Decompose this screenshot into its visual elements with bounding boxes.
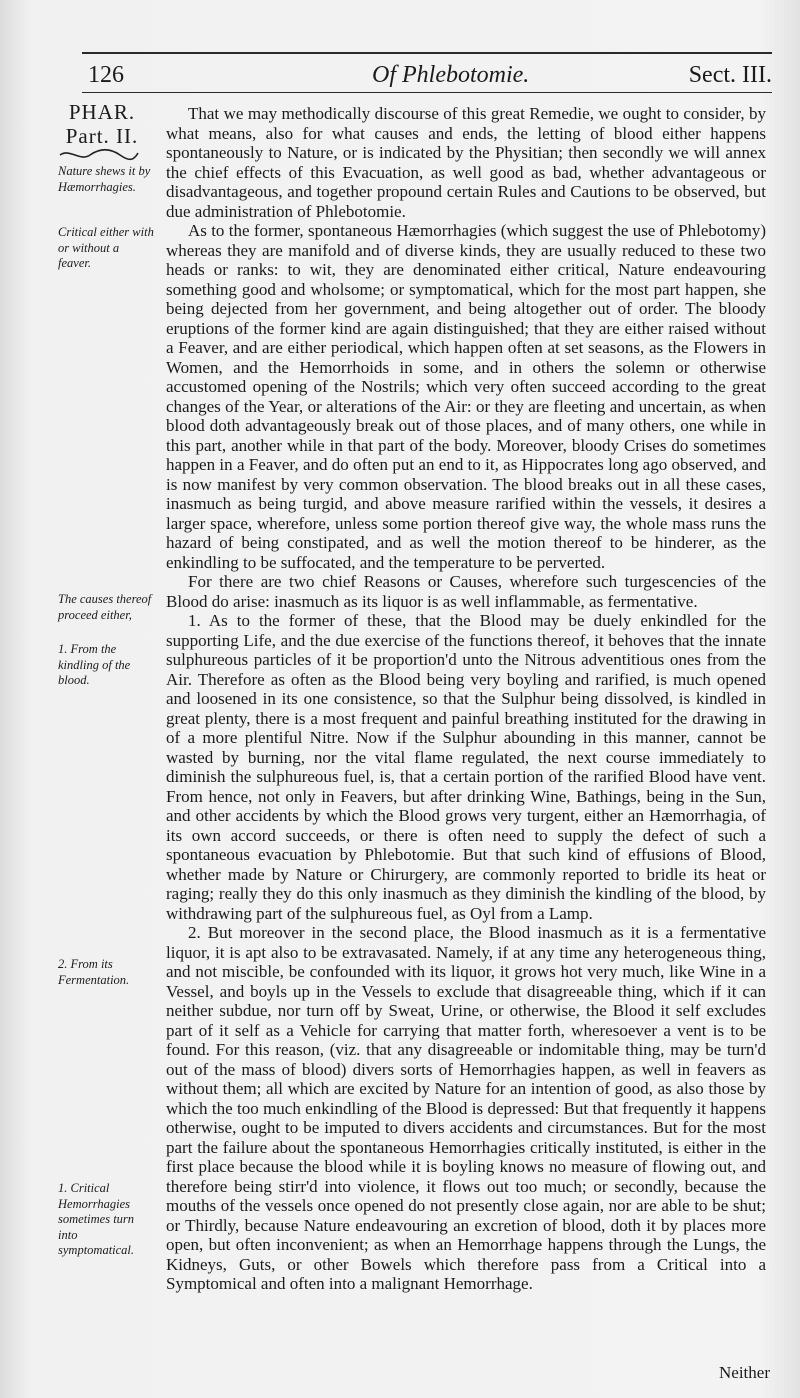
paragraph-fermentation: 2. But moreover in the second place, the Blood inasmuch as it is a fermentative liquor, it is apt also to be extravasated. Namely, if at any time any heterogeneous thing, and not miscible, be confounded with its liquor, it grows hot very much, like Wine in a Vessel, and boyls up in the Vessels to exclude that disagreeable thing, which if it can neither subdue, nor turn off by Sweat, Urine, or otherwise, the Blood it self excludes part of it self as a Vehicle for carrying that matter forth, wheresoever a vent is to be found. For this reason, (viz. that any disagreeable or indomitable thing, may be turn'd out of the mass of blood) divers sorts of Hemorrhagies happen, as well in feavers as without them; all which are excited by Nature for an intention of good, as also those by which the too much enkindling of the Blood is depressed: But that frequently it happens otherwise, ought to be imputed to divers accidents and circumstances. But for the most part the failure about the spontaneous Hemorrhagies critically instituted, is either in the first place because the blood while it is boyling knows no measure of flowing out, and therefore being stirr'd into violence, it flows out too much; or secondly, because the mouths of the vessels once opened do not presently close again, nor are able to be shut; or Thirdly, because Nature endeavouring an excretion of blood, doth it by places more open, but often inconvenient; as when an Hemorrhage happens through the Lungs, the Kidneys, Guts, or other Bowels which therefore pass from a Critical into a Symptomical and often into a malignant Hemorrhage. [166,923,766,1293]
header-rule [82,92,772,93]
main-text [166,104,766,1294]
running-header [82,52,772,94]
side-note-nature: Nature shews it by Hæmorrhagies. [58,164,151,194]
paragraph-kindling: 1. As to the former of these, that the Blood may be duely enkindled for the supporting Life, and the due exercise of the functions thereof, it behoves that the innate sulphureous particles of it be proportion'd unto the Nitrous adventitious ones from the Air. Therefore as often as the Blood being very boyling and rarified, is much opened and loosened in its one consistence, so that the Sulphur being dissolved, is kindled in great plenty, there is a most frequent and painful breathing instituted for the drawing in of a more plentiful Nitre. Now if the Sulphur abounding in this manner, cannot be wasted by burning, nor the vital flame regulated, the next course immediately to diminish the sulphureous fuel, is, that a certain portion of the rarified Blood have vent. From hence, not only in Feavers, but after drinking Wine, Bathings, being in the Sun, and other accidents by which the Blood grows very turgent, either an Hæmorrhagia, of its own accord succeeds, or there is often need to supply the defect of such a spontaneous evacuation by Phlebotomie. But that such kind of effusions of Blood, whether made by Nature or Chirurgery, are commonly reported to bridle its heat or raging; really they do this only inasmuch as they diminish the kindling of the blood, by withdrawing part of the sulphureous fuel, as Oyl from a Lamp. [166,611,766,923]
catchword: Neither [719,1363,770,1382]
side-note-causes: The causes thereof proceed either, [58,592,152,622]
page-number: 126 [88,62,124,88]
side-note-from-fermentation: 2. From its Fermentation. [58,957,130,987]
running-title: Of Phlebotomie. [372,62,530,88]
paragraph-intro: That we may methodically discourse of this great Remedie, we ought to consider, by what means, also for what causes and ends, the letting of blood either happens spontaneously to Nature, or is indicated by the Physitian; then secondly we will annex the chief effects of this Evacuation, as well good as bad, whether advantageous or disadvantageous, and together propound certain Rules and Cautions to be observed, but due administration of Phlebotomie. [166,104,766,221]
side-note-critical: Critical either with or without a feaver. [58,225,154,270]
ornament-flourish-icon [58,148,140,162]
side-note-from-kindling: 1. From the kindling of the blood. [58,642,131,687]
section-label: Sect. III. [688,62,772,88]
margin-heading [52,100,152,148]
paragraph-causes: For there are two chief Reasons or Causes, wherefore such turgescencies of the Blood do arise: inasmuch as its liquor is as well inflammable, as fermentative. [166,572,766,611]
side-note-critical-symptomatical: 1. Critical Hemorrhagies sometimes turn into symptomatical. [58,1181,135,1257]
margin-heading-part: Part. II. [65,124,139,148]
margin-heading-phar: PHAR. [68,100,136,124]
paragraph-spontaneous: As to the former, spontaneous Hæmorrhagies (which suggest the use of Phlebotomy) whereas they are manifold and of diverse kinds, they are usually reduced to these two heads or ranks: to wit, they are denominated either critical, Nature endeavouring something good and wholsome; or symptomatical, which for the most part happen, she being dejected from her government, and being altogether out of order. The bloody eruptions of the former kind are again distinguished; that they are either raised without a Feaver, and are either periodical, which happen often at set seasons, as the Flowers in Women, and the Hemorrhoids in some, and in others the solemn or otherwise accustomed opening of the Nostrils; which very often succeed according to the great changes of the Year, or alterations of the Air: or they are fleeting and uncertain, as when blood doth advantageously break out of those places, and of many others, one while in this part, another while in that part of the body. Moreover, bloody Crises do sometimes happen in a Feaver, and do often put an end to it, as Hippocrates long ago observed, and is now manifest by very common observation. The blood breaks out in all these cases, inasmuch as being turgid, and above measure rarified within the vessels, it desires a larger space, wherefore, unless some portion thereof give way, the whole mass runs the hazard of being constipated, and as well the motion thereof to be hinderer, as the enkindling to be suffocated, and the temperature to be perverted. [166,221,766,572]
